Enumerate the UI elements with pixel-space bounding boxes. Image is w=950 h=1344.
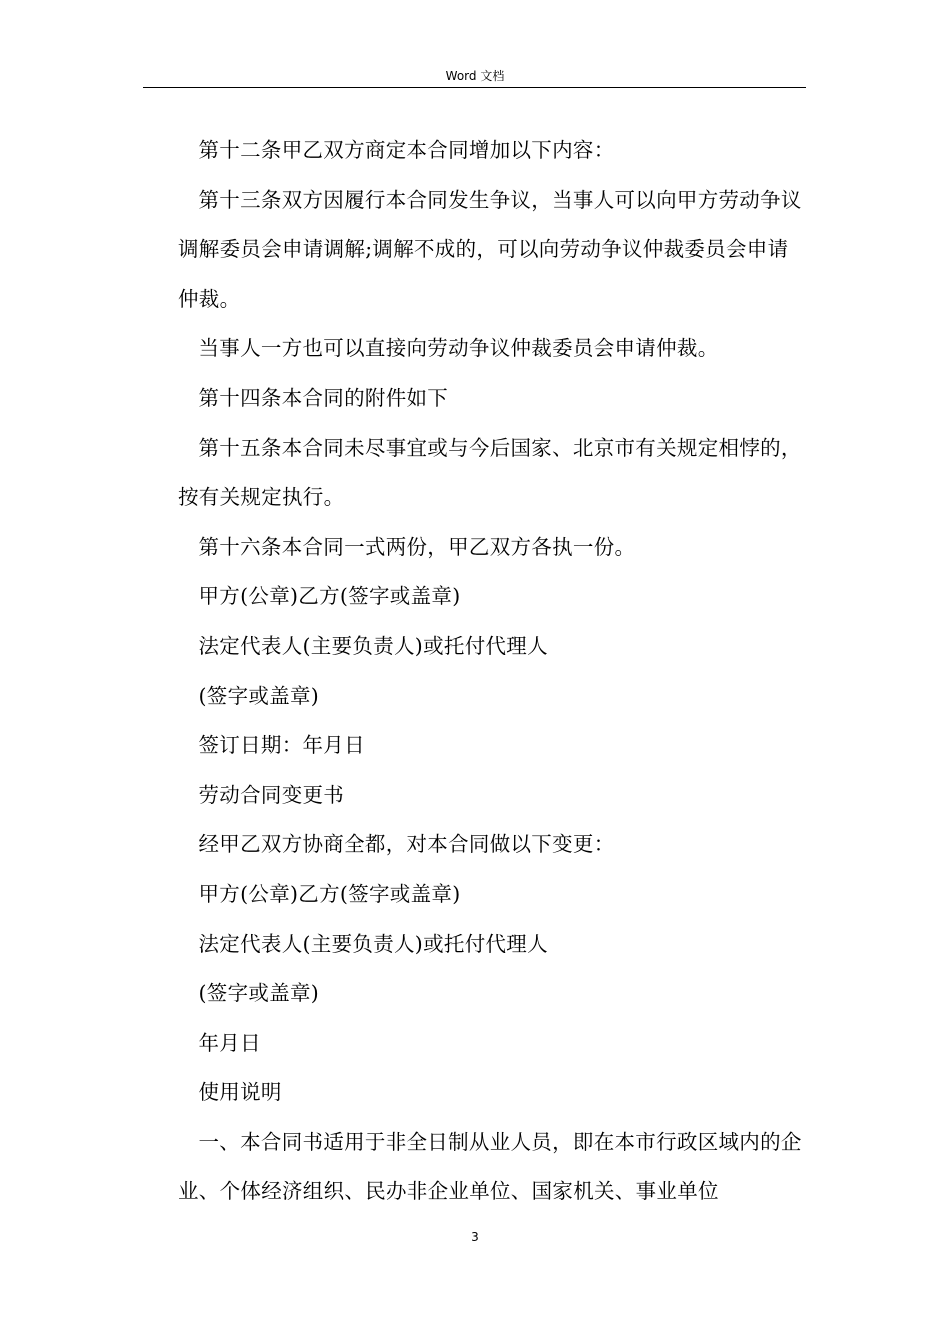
paragraph-signing-date: 签订日期：年月日 [198,733,365,758]
paragraph-change-agreement: 经甲乙双方协商全都，对本合同做以下变更： [198,832,615,857]
paragraph-party-signatures: 甲方(公章)乙方(签字或盖章) [198,584,461,609]
paragraph-legal-representative: 法定代表人(主要负责人)或托付代理人 [198,633,548,658]
paragraph-change-document-title: 劳动合同变更书 [198,782,345,807]
paragraph-direct-arbitration: 当事人一方也可以直接向劳动争议仲裁委员会申请仲裁。 [198,336,719,361]
paragraph-legal-representative-2: 法定代表人(主要负责人)或托付代理人 [198,931,548,956]
paragraph-party-signatures-2: 甲方(公章)乙方(签字或盖章) [198,881,461,906]
paragraph-usage-instruction-1: 一、本合同书适用于非全日制从业人员，即在本市行政区域内的企业、个体经济组织、民办非企业单位、国家机关、事业单位 [178,1129,802,1204]
paragraph-date: 年月日 [198,1030,261,1055]
paragraph-article-13: 第十三条双方因履行本合同发生争议，当事人可以向甲方劳动争议调解委员会申请调解;调解不成的，可以向劳动争议仲裁委员会申请仲裁。 [178,187,802,311]
paragraph-usage-instructions-heading: 使用说明 [198,1080,282,1105]
page-header-title: Word 文档 [445,69,505,83]
paragraph-article-12: 第十二条甲乙双方商定本合同增加以下内容： [198,138,615,162]
page-number: 3 [471,1230,479,1244]
paragraph-signature-or-seal: (签字或盖章) [198,683,320,708]
paragraph-article-16: 第十六条本合同一式两份，甲乙双方各执一份。 [198,534,636,559]
paragraph-signature-or-seal-2: (签字或盖章) [198,981,320,1006]
document-body [178,126,802,1217]
paragraph-article-14: 第十四条本合同的附件如下 [198,385,449,410]
header-divider [143,87,806,88]
paragraph-article-15: 第十五条本合同未尽事宜或与今后国家、北京市有关规定相悖的，按有关规定执行。 [178,435,802,510]
